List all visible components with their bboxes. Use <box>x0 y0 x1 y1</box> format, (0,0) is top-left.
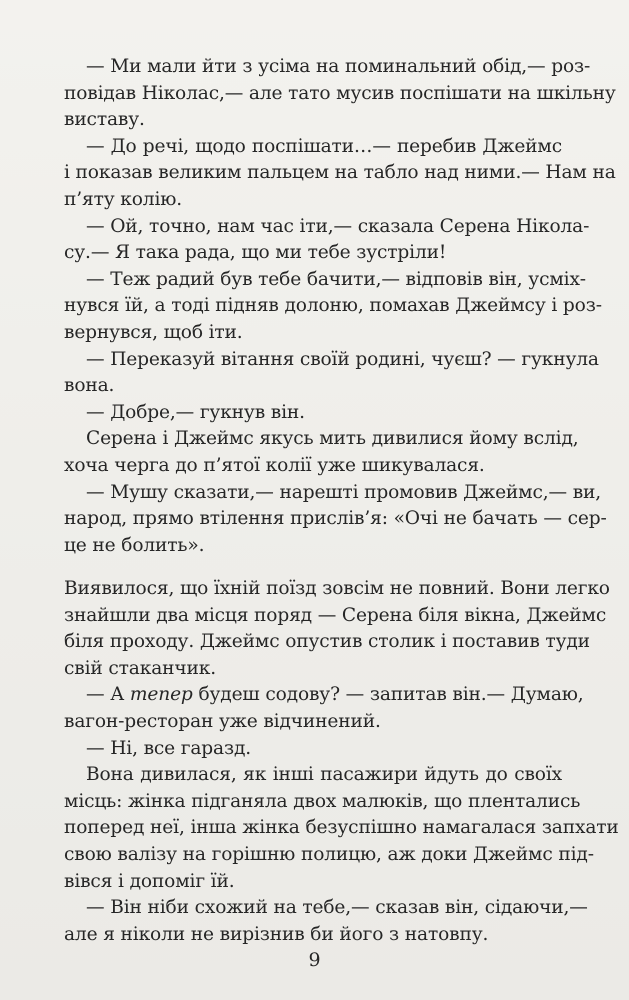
text-line: і показав великим пальцем на табло над ними.— Нам на <box>64 162 616 184</box>
text-line: Вона дивилася, як інші пасажири йдуть до своїх <box>86 764 562 786</box>
text-line: — До речі, щодо поспішати…— перебив Джеймс <box>86 135 562 157</box>
emphasized-word: тепер <box>129 684 193 706</box>
text-line: — Він ніби схожий на тебе,— сказав він, сідаючи,— <box>86 897 588 919</box>
text-line: хоча черга до п’ятої колії уже шикувалася. <box>64 454 485 476</box>
text-line: — Переказуй вітання своїй родині, чуєш? — гукнула <box>86 348 599 370</box>
text-line: народ, прямо втілення прислів’я: «Очі не бачать — сер- <box>64 508 607 530</box>
text-line: вернувся, щоб іти. <box>64 321 243 343</box>
text-line: — Добре,— гукнув він. <box>86 401 305 423</box>
text-line: — Ми мали йти з усіма на поминальний обід,— роз- <box>86 56 591 77</box>
text-line: повідав Ніколас,— але тато мусив поспішати на шкільну <box>64 82 616 104</box>
text-line: місць: жінка підганяла двох малюків, що плентались <box>64 790 581 812</box>
text-line: біля проходу. Джеймс опустив столик і поставив туди <box>64 631 590 653</box>
text-line: це не болить». <box>64 534 205 556</box>
text-line <box>64 682 584 709</box>
text-line: знайшли два місця поряд — Серена біля вікна, Джеймс <box>64 604 607 626</box>
text-line: су.— Я така рада, що ми тебе зустріли! <box>64 242 447 264</box>
text-line: свою валізу на горішню полицю, аж доки Джеймс під- <box>64 843 594 865</box>
text-line: — Ні, все гаразд. <box>86 737 252 759</box>
text-line: п’яту колію. <box>64 188 183 210</box>
text-line: але я ніколи не вирізнив би його з натовпу. <box>64 923 489 945</box>
text-line: вона. <box>64 375 115 397</box>
text-line: — Ой, точно, нам час іти,— сказала Серена Ніколa- <box>86 215 590 237</box>
text-line: — Мушу сказати,— нарешті промовив Джеймс,— ви, <box>86 481 602 503</box>
text-line: свій стаканчик. <box>64 657 216 679</box>
text-line: нувся їй, а тоді підняв долоню, помахав Джеймсу і роз- <box>64 295 602 317</box>
text-line: виставу. <box>64 109 145 131</box>
text-line: вівся і допоміг їй. <box>64 870 235 892</box>
text-section-1 <box>64 54 616 559</box>
text-fragment: — А <box>86 684 130 706</box>
text-line: Виявилося, що їхній поїзд зовсім не повний. Вони легко <box>64 578 610 599</box>
text-line: поперед неї, інша жінка безуспішно намагалася запхати <box>64 817 619 839</box>
text-section-2 <box>64 576 619 948</box>
text-line: Серена і Джеймс якусь мить дивилися йому вслід, <box>86 428 579 450</box>
page-number: 9 <box>308 949 321 971</box>
text-fragment: будеш содову? — запитав він.— Думаю, <box>192 684 584 706</box>
text-line: — Теж радий був тебе бачити,— відповів він, усміх- <box>86 268 586 290</box>
text-line: вагон-ресторан уже відчинений. <box>64 710 381 732</box>
